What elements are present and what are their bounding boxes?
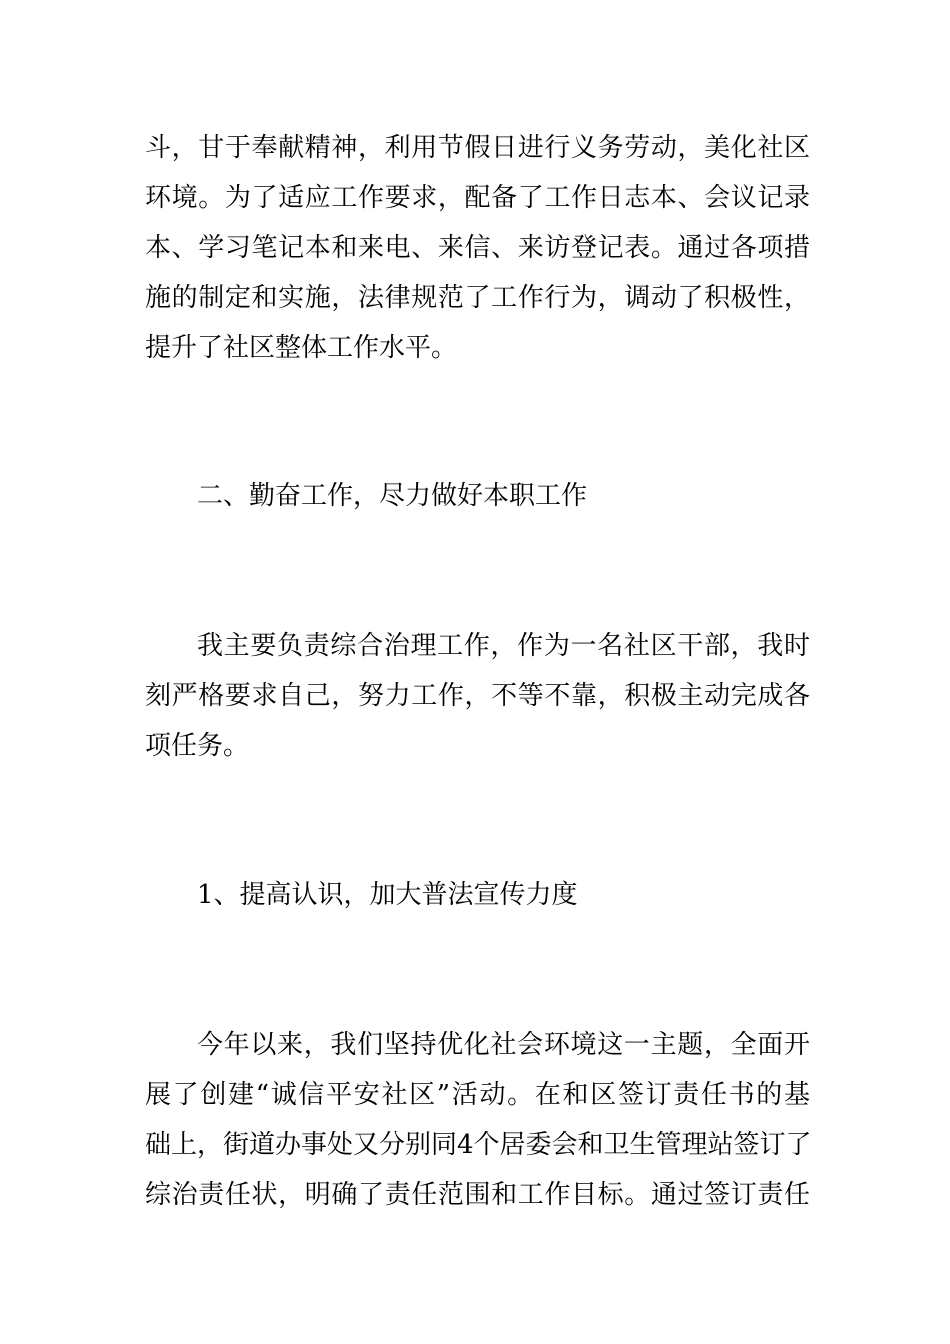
paragraph-line: 项任务。 [145, 731, 250, 761]
paragraph-line: 斗，甘于奉献精神，利用节假日进行义务劳动，美化社区 [145, 133, 810, 163]
paragraph-line: 本、学习笔记本和来电、来信、来访登记表。通过各项措 [145, 233, 810, 263]
section-heading: 二、勤奋工作，尽力做好本职工作 [197, 481, 588, 511]
paragraph-line: 综治责任状，明确了责任范围和工作目标。通过签订责任 [145, 1180, 810, 1210]
paragraph-line: 刻严格要求自己，努力工作，不等不靠，积极主动完成各 [145, 681, 810, 711]
paragraph-line: 础上，街道办事处又分别同4个居委会和卫生管理站签订了 [145, 1130, 812, 1160]
paragraph-line: 我主要负责综合治理工作，作为一名社区干部，我时 [197, 631, 810, 661]
paragraph-line: 环境。为了适应工作要求，配备了工作日志本、会议记录 [145, 183, 810, 213]
paragraph-line: 施的制定和实施，法律规范了工作行为，调动了积极性， [145, 283, 810, 313]
paragraph-line: 今年以来，我们坚持优化社会环境这一主题，全面开 [197, 1030, 810, 1060]
paragraph-line: 展了创建“诚信平安社区”活动。在和区签订责任书的基 [145, 1080, 810, 1110]
subsection-heading: 1、提高认识，加大普法宣传力度 [197, 880, 578, 910]
paragraph-line: 提升了社区整体工作水平。 [145, 333, 458, 363]
